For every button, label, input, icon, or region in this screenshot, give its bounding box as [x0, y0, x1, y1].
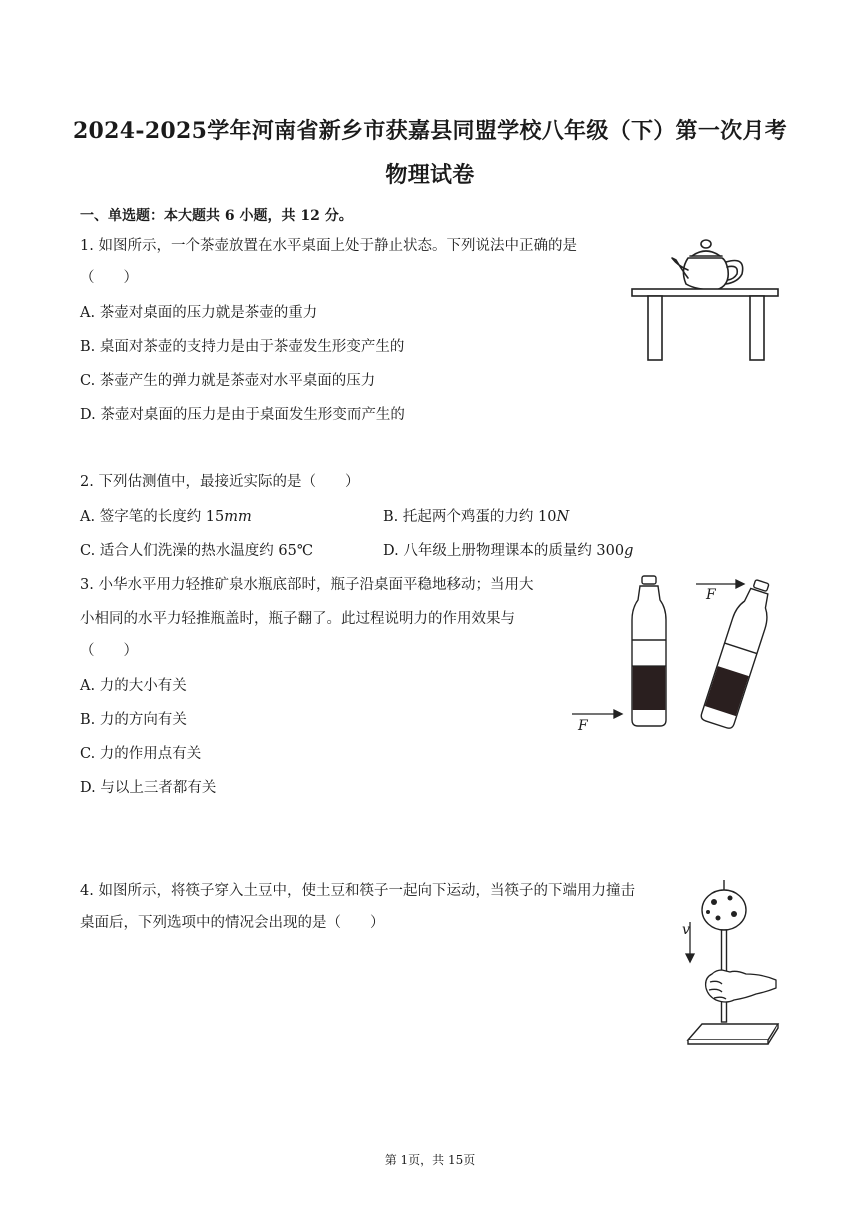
q1-stem-line2: （ ）	[80, 270, 138, 286]
q3-stem-line2: 小相同的水平力轻推瓶盖时，瓶子翻了。此过程说明力的作用效果与	[80, 611, 515, 627]
q3-option-d: D. 与以上三者都有关	[80, 780, 217, 796]
force-label-bottom: F	[578, 718, 588, 734]
q2-option-d: D. 八年级上册物理课本的质量约 300g	[383, 543, 634, 559]
bottles-figure	[568, 574, 788, 734]
teapot-table-figure	[630, 236, 780, 364]
q2-stem: 2. 下列估测值中，最接近实际的是（ ）	[80, 474, 360, 490]
page-title-line2: 物理试卷	[385, 162, 475, 188]
q1-stem-line1: 1. 如图所示，一个茶壶放置在水平桌面上处于静止状态。下列说法中正确的是	[80, 238, 577, 254]
q1-option-a: A. 茶壶对桌面的压力就是茶壶的重力	[80, 305, 318, 321]
q1-option-d: D. 茶壶对桌面的压力是由于桌面发生形变而产生的	[80, 407, 405, 423]
q3-option-b: B. 力的方向有关	[80, 712, 187, 728]
page-footer: 第 1页，共 15页	[384, 1153, 476, 1167]
q2-option-b: B. 托起两个鸡蛋的力约 10N	[383, 509, 570, 525]
q1-option-c: C. 茶壶产生的弹力就是茶壶对水平桌面的压力	[80, 373, 376, 389]
q2-option-a: A. 签字笔的长度约 15mm	[80, 509, 252, 525]
section-heading: 一、单选题：本大题共 6 小题，共 12 分。	[80, 208, 353, 224]
potato-chopstick-figure	[672, 878, 784, 1048]
q2-option-c: C. 适合人们洗澡的热水温度约 65℃	[80, 543, 314, 559]
page-title-line1: 2024-2025学年河南省新乡市获嘉县同盟学校八年级（下）第一次月考	[72, 118, 788, 144]
force-label-top: F	[706, 587, 716, 603]
q1-option-b: B. 桌面对茶壶的支持力是由于茶壶发生形变产生的	[80, 339, 405, 355]
q4-stem-line1: 4. 如图所示，将筷子穿入土豆中，使土豆和筷子一起向下运动，当筷子的下端用力撞击	[80, 883, 635, 899]
q4-stem-line2: 桌面后，下列选项中的情况会出现的是（ ）	[80, 915, 385, 931]
q3-stem-line3: （ ）	[80, 643, 138, 659]
q3-stem-line1: 3. 小华水平用力轻推矿泉水瓶底部时，瓶子沿桌面平稳地移动；当用大	[80, 577, 534, 593]
velocity-label: v	[682, 922, 690, 938]
q3-option-c: C. 力的作用点有关	[80, 746, 202, 762]
q3-option-a: A. 力的大小有关	[80, 678, 187, 694]
